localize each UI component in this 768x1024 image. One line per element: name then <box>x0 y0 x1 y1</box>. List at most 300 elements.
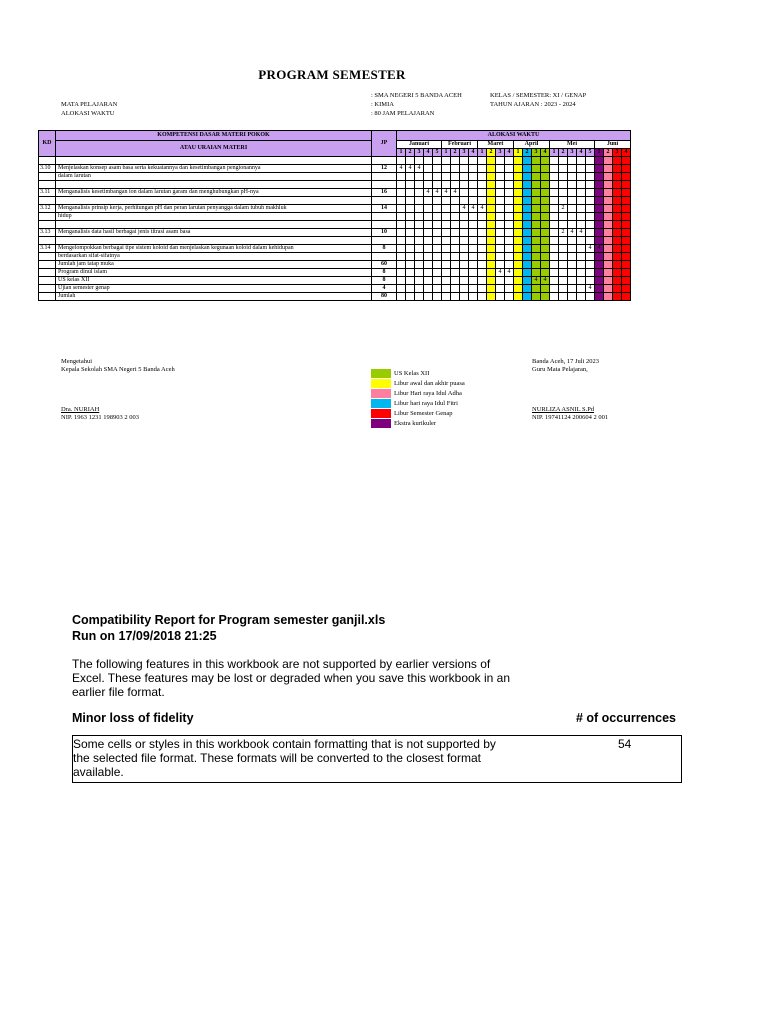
week-cell <box>478 285 487 293</box>
legend-item <box>371 368 465 378</box>
meta-hours: : 80 JAM PELAJARAN <box>371 110 435 117</box>
week-cell <box>424 173 433 181</box>
week-number: 5 <box>586 149 595 157</box>
week-cell <box>442 157 451 165</box>
week-cell <box>514 277 523 285</box>
week-cell: 4 <box>478 205 487 213</box>
week-cell <box>550 237 559 245</box>
week-cell <box>559 245 568 253</box>
week-cell <box>604 245 613 253</box>
week-cell <box>442 213 451 221</box>
week-cell <box>505 293 514 301</box>
week-cell <box>460 245 469 253</box>
jp-value: 12 <box>372 165 397 173</box>
color-legend <box>371 368 465 428</box>
sig-right-line1: Banda Aceh, 17 Juli 2023 <box>532 358 599 365</box>
week-cell <box>613 285 622 293</box>
week-cell: 4 <box>505 269 514 277</box>
week-number: 1 <box>595 149 604 157</box>
week-cell <box>622 269 631 277</box>
jp-value: 10 <box>372 229 397 237</box>
week-cell <box>568 213 577 221</box>
week-cell <box>469 277 478 285</box>
kd-code <box>39 269 56 277</box>
week-cell <box>478 237 487 245</box>
week-cell <box>568 197 577 205</box>
week-cell <box>397 157 406 165</box>
month-header: Januari <box>397 141 442 149</box>
signature-left <box>61 358 175 422</box>
week-cell <box>460 189 469 197</box>
kd-code <box>39 173 56 181</box>
jp-value: 60 <box>372 261 397 269</box>
week-cell <box>397 261 406 269</box>
materi-text: Program dinul islam <box>56 269 372 277</box>
kd-code <box>39 213 56 221</box>
week-cell <box>604 261 613 269</box>
week-cell <box>469 245 478 253</box>
week-cell <box>505 261 514 269</box>
week-cell <box>424 229 433 237</box>
compat-issue-box <box>72 735 682 783</box>
week-cell <box>451 157 460 165</box>
week-cell <box>478 157 487 165</box>
week-cell <box>523 157 532 165</box>
week-cell <box>415 261 424 269</box>
week-cell <box>442 293 451 301</box>
week-cell <box>622 197 631 205</box>
week-cell <box>595 181 604 189</box>
week-cell <box>406 253 415 261</box>
kd-header: KD <box>39 131 56 157</box>
week-cell <box>622 181 631 189</box>
week-number: 1 <box>442 149 451 157</box>
legend-swatch <box>371 379 391 388</box>
week-cell <box>469 189 478 197</box>
week-cell <box>568 261 577 269</box>
week-cell <box>550 261 559 269</box>
week-cell <box>451 293 460 301</box>
meta-class: KELAS / SEMESTER: XI / GENAP <box>490 92 587 99</box>
week-cell <box>604 229 613 237</box>
week-cell <box>613 157 622 165</box>
week-cell <box>568 181 577 189</box>
week-cell <box>541 253 550 261</box>
materi-text: Mengelompokkan berbagai tipe sistem koloid dan menjelaskan kegunaan koloid dalam kehidupan <box>56 245 372 253</box>
signature-right <box>532 358 608 422</box>
week-cell <box>523 205 532 213</box>
week-cell <box>424 269 433 277</box>
week-cell <box>415 293 424 301</box>
week-cell <box>568 269 577 277</box>
week-cell <box>541 189 550 197</box>
week-cell <box>532 253 541 261</box>
week-cell <box>550 189 559 197</box>
week-cell <box>532 285 541 293</box>
sig-left-line1: Mengetahui <box>61 358 93 365</box>
week-cell <box>424 245 433 253</box>
week-cell <box>604 277 613 285</box>
week-cell <box>541 165 550 173</box>
jp-value: 4 <box>372 285 397 293</box>
legend-label: Ekstra kurikuler <box>394 419 437 427</box>
week-cell <box>505 197 514 205</box>
week-number: 4 <box>424 149 433 157</box>
week-cell <box>415 253 424 261</box>
week-cell <box>541 205 550 213</box>
kd-code <box>39 237 56 245</box>
week-cell <box>559 181 568 189</box>
week-cell <box>415 205 424 213</box>
week-cell <box>451 269 460 277</box>
table-row <box>39 237 631 245</box>
week-number: 5 <box>433 149 442 157</box>
week-cell <box>532 293 541 301</box>
week-cell <box>622 157 631 165</box>
jp-value: 14 <box>372 205 397 213</box>
table-row <box>39 173 631 181</box>
week-number: 1 <box>478 149 487 157</box>
week-cell <box>460 237 469 245</box>
week-cell <box>514 285 523 293</box>
week-cell <box>496 285 505 293</box>
kd-code <box>39 253 56 261</box>
month-header: April <box>514 141 550 149</box>
week-cell <box>577 253 586 261</box>
legend-item <box>371 408 465 418</box>
materi-text: US kelas XII <box>56 277 372 285</box>
week-cell <box>586 253 595 261</box>
week-number: 1 <box>514 149 523 157</box>
kd-code <box>39 197 56 205</box>
table-row <box>39 269 631 277</box>
week-number: 1 <box>550 149 559 157</box>
week-cell <box>559 253 568 261</box>
month-header: Juni <box>595 141 631 149</box>
week-cell <box>496 165 505 173</box>
week-cell <box>577 173 586 181</box>
week-cell <box>433 293 442 301</box>
month-header: Maret <box>478 141 514 149</box>
week-cell <box>550 269 559 277</box>
week-cell <box>478 181 487 189</box>
week-cell <box>478 221 487 229</box>
week-cell <box>586 157 595 165</box>
week-cell <box>604 181 613 189</box>
week-cell <box>550 277 559 285</box>
week-cell <box>559 277 568 285</box>
week-cell <box>451 213 460 221</box>
table-row <box>39 277 631 285</box>
week-cell: 4 <box>541 277 550 285</box>
week-cell <box>496 229 505 237</box>
jp-value <box>372 221 397 229</box>
week-cell <box>541 229 550 237</box>
week-cell <box>451 277 460 285</box>
week-cell <box>586 197 595 205</box>
materi-header-top: KOMPETENSI DASAR MATERI POKOK <box>56 131 372 141</box>
legend-swatch <box>371 399 391 408</box>
week-cell <box>415 181 424 189</box>
week-cell <box>505 277 514 285</box>
week-cell <box>397 253 406 261</box>
week-cell <box>406 245 415 253</box>
week-cell <box>487 277 496 285</box>
week-number: 2 <box>559 149 568 157</box>
week-cell <box>577 237 586 245</box>
week-cell <box>415 229 424 237</box>
week-cell <box>586 293 595 301</box>
week-cell: 4 <box>469 205 478 213</box>
week-cell <box>559 261 568 269</box>
week-cell <box>496 245 505 253</box>
week-cell <box>433 237 442 245</box>
week-cell <box>532 181 541 189</box>
week-cell: 4 <box>568 229 577 237</box>
legend-item <box>371 378 465 388</box>
week-cell <box>586 165 595 173</box>
week-cell <box>496 237 505 245</box>
legend-label: Libur Hari raya Idul Adha <box>394 389 462 397</box>
week-cell <box>559 165 568 173</box>
week-cell <box>586 269 595 277</box>
week-number: 4 <box>541 149 550 157</box>
week-cell <box>514 237 523 245</box>
week-cell: 2 <box>559 205 568 213</box>
week-cell <box>397 293 406 301</box>
kd-code: 3.13 <box>39 229 56 237</box>
week-cell <box>442 285 451 293</box>
week-cell: 4 <box>595 245 604 253</box>
week-cell <box>514 213 523 221</box>
week-cell <box>550 181 559 189</box>
week-cell <box>604 253 613 261</box>
sig-right-line2: Guru Mata Pelajaran, <box>532 366 588 373</box>
week-cell <box>451 245 460 253</box>
legend-item <box>371 388 465 398</box>
week-cell <box>442 221 451 229</box>
week-cell <box>487 165 496 173</box>
week-cell <box>604 157 613 165</box>
table-row <box>39 245 631 253</box>
week-cell <box>433 245 442 253</box>
materi-text <box>56 157 372 165</box>
week-cell <box>442 205 451 213</box>
week-number: 3 <box>460 149 469 157</box>
kd-code: 3.12 <box>39 205 56 213</box>
kd-code <box>39 221 56 229</box>
week-cell <box>523 269 532 277</box>
week-cell <box>451 197 460 205</box>
week-number: 4 <box>622 149 631 157</box>
week-cell <box>406 293 415 301</box>
week-cell <box>442 245 451 253</box>
week-cell <box>505 189 514 197</box>
week-cell <box>442 269 451 277</box>
week-cell <box>613 253 622 261</box>
week-number: 4 <box>469 149 478 157</box>
week-cell <box>451 285 460 293</box>
week-cell <box>541 269 550 277</box>
week-cell <box>595 253 604 261</box>
week-cell <box>613 237 622 245</box>
week-cell <box>613 229 622 237</box>
week-cell <box>577 157 586 165</box>
week-cell <box>406 221 415 229</box>
week-cell <box>604 213 613 221</box>
materi-text <box>56 181 372 189</box>
week-cell <box>532 221 541 229</box>
kd-code <box>39 277 56 285</box>
week-cell <box>487 197 496 205</box>
week-cell <box>559 237 568 245</box>
month-header: Mei <box>550 141 595 149</box>
week-cell <box>397 237 406 245</box>
materi-text <box>56 237 372 245</box>
materi-text: Menganalisis kesetimbangan ion dalam larutan garam dan menghubungkan pH-nya <box>56 189 372 197</box>
week-cell <box>568 293 577 301</box>
week-cell <box>487 285 496 293</box>
week-cell <box>595 269 604 277</box>
week-cell <box>622 261 631 269</box>
week-cell <box>451 181 460 189</box>
week-cell <box>514 165 523 173</box>
materi-text: Jumlah jam tatap muka <box>56 261 372 269</box>
week-cell <box>478 245 487 253</box>
week-cell <box>451 261 460 269</box>
week-cell <box>469 261 478 269</box>
week-cell <box>532 261 541 269</box>
jp-value <box>372 181 397 189</box>
week-cell <box>424 277 433 285</box>
week-cell <box>469 165 478 173</box>
week-cell <box>424 253 433 261</box>
meta-year: TAHUN AJARAN : 2023 - 2024 <box>490 101 576 108</box>
week-cell <box>622 173 631 181</box>
week-cell <box>532 269 541 277</box>
week-cell <box>523 221 532 229</box>
week-cell <box>550 245 559 253</box>
week-cell <box>478 213 487 221</box>
week-cell <box>496 205 505 213</box>
materi-text: hidup <box>56 213 372 221</box>
week-cell <box>595 261 604 269</box>
week-cell <box>613 269 622 277</box>
meta-subject: : KIMIA <box>371 101 394 108</box>
week-cell <box>559 157 568 165</box>
week-number: 1 <box>397 149 406 157</box>
week-cell <box>406 261 415 269</box>
week-cell <box>496 253 505 261</box>
week-cell <box>532 197 541 205</box>
week-cell <box>532 173 541 181</box>
week-cell <box>406 181 415 189</box>
week-cell <box>469 293 478 301</box>
week-cell <box>550 165 559 173</box>
week-cell <box>613 189 622 197</box>
week-cell <box>568 157 577 165</box>
week-cell <box>586 205 595 213</box>
week-cell: 4 <box>460 205 469 213</box>
week-cell <box>613 293 622 301</box>
week-cell <box>451 253 460 261</box>
week-cell <box>541 197 550 205</box>
semester-program-table <box>38 130 631 301</box>
week-cell <box>415 213 424 221</box>
week-cell <box>595 189 604 197</box>
week-cell <box>595 237 604 245</box>
week-cell: 4 <box>406 165 415 173</box>
jp-value <box>372 197 397 205</box>
week-cell <box>541 173 550 181</box>
week-cell <box>487 213 496 221</box>
week-cell <box>433 173 442 181</box>
week-cell <box>514 157 523 165</box>
week-cell <box>433 285 442 293</box>
week-cell: 2 <box>559 229 568 237</box>
week-cell <box>559 269 568 277</box>
compat-section-header <box>72 711 682 725</box>
week-cell <box>460 285 469 293</box>
week-cell <box>424 221 433 229</box>
week-cell <box>604 197 613 205</box>
jp-value: 8 <box>372 245 397 253</box>
week-cell <box>568 189 577 197</box>
week-cell <box>478 277 487 285</box>
legend-label: Libur hari raya Idul Fitri <box>394 399 458 407</box>
week-cell <box>424 213 433 221</box>
week-cell <box>559 213 568 221</box>
week-cell <box>406 237 415 245</box>
week-cell <box>397 205 406 213</box>
week-cell <box>577 197 586 205</box>
week-cell <box>415 197 424 205</box>
week-number: 3 <box>568 149 577 157</box>
week-cell <box>568 221 577 229</box>
table-row <box>39 253 631 261</box>
meta-label-subject: MATA PELAJARAN <box>61 101 118 108</box>
week-number: 2 <box>406 149 415 157</box>
week-cell <box>496 213 505 221</box>
week-cell <box>478 269 487 277</box>
week-cell <box>469 157 478 165</box>
week-cell <box>514 269 523 277</box>
jp-value <box>372 157 397 165</box>
week-cell <box>613 261 622 269</box>
week-cell <box>550 205 559 213</box>
week-cell <box>469 253 478 261</box>
legend-swatch <box>371 409 391 418</box>
week-cell <box>433 213 442 221</box>
week-cell: 4 <box>451 189 460 197</box>
week-cell <box>460 221 469 229</box>
week-cell <box>613 181 622 189</box>
week-cell <box>469 269 478 277</box>
week-cell <box>622 189 631 197</box>
week-cell <box>505 165 514 173</box>
meta-left-labels <box>61 100 117 118</box>
week-cell <box>496 157 505 165</box>
week-cell <box>505 205 514 213</box>
week-cell <box>577 221 586 229</box>
week-cell <box>550 285 559 293</box>
week-cell <box>613 213 622 221</box>
week-cell <box>541 293 550 301</box>
week-cell <box>442 253 451 261</box>
week-cell <box>613 205 622 213</box>
week-cell <box>469 213 478 221</box>
materi-text: Menganalisis data hasil berbagai jenis titrasi asam basa <box>56 229 372 237</box>
